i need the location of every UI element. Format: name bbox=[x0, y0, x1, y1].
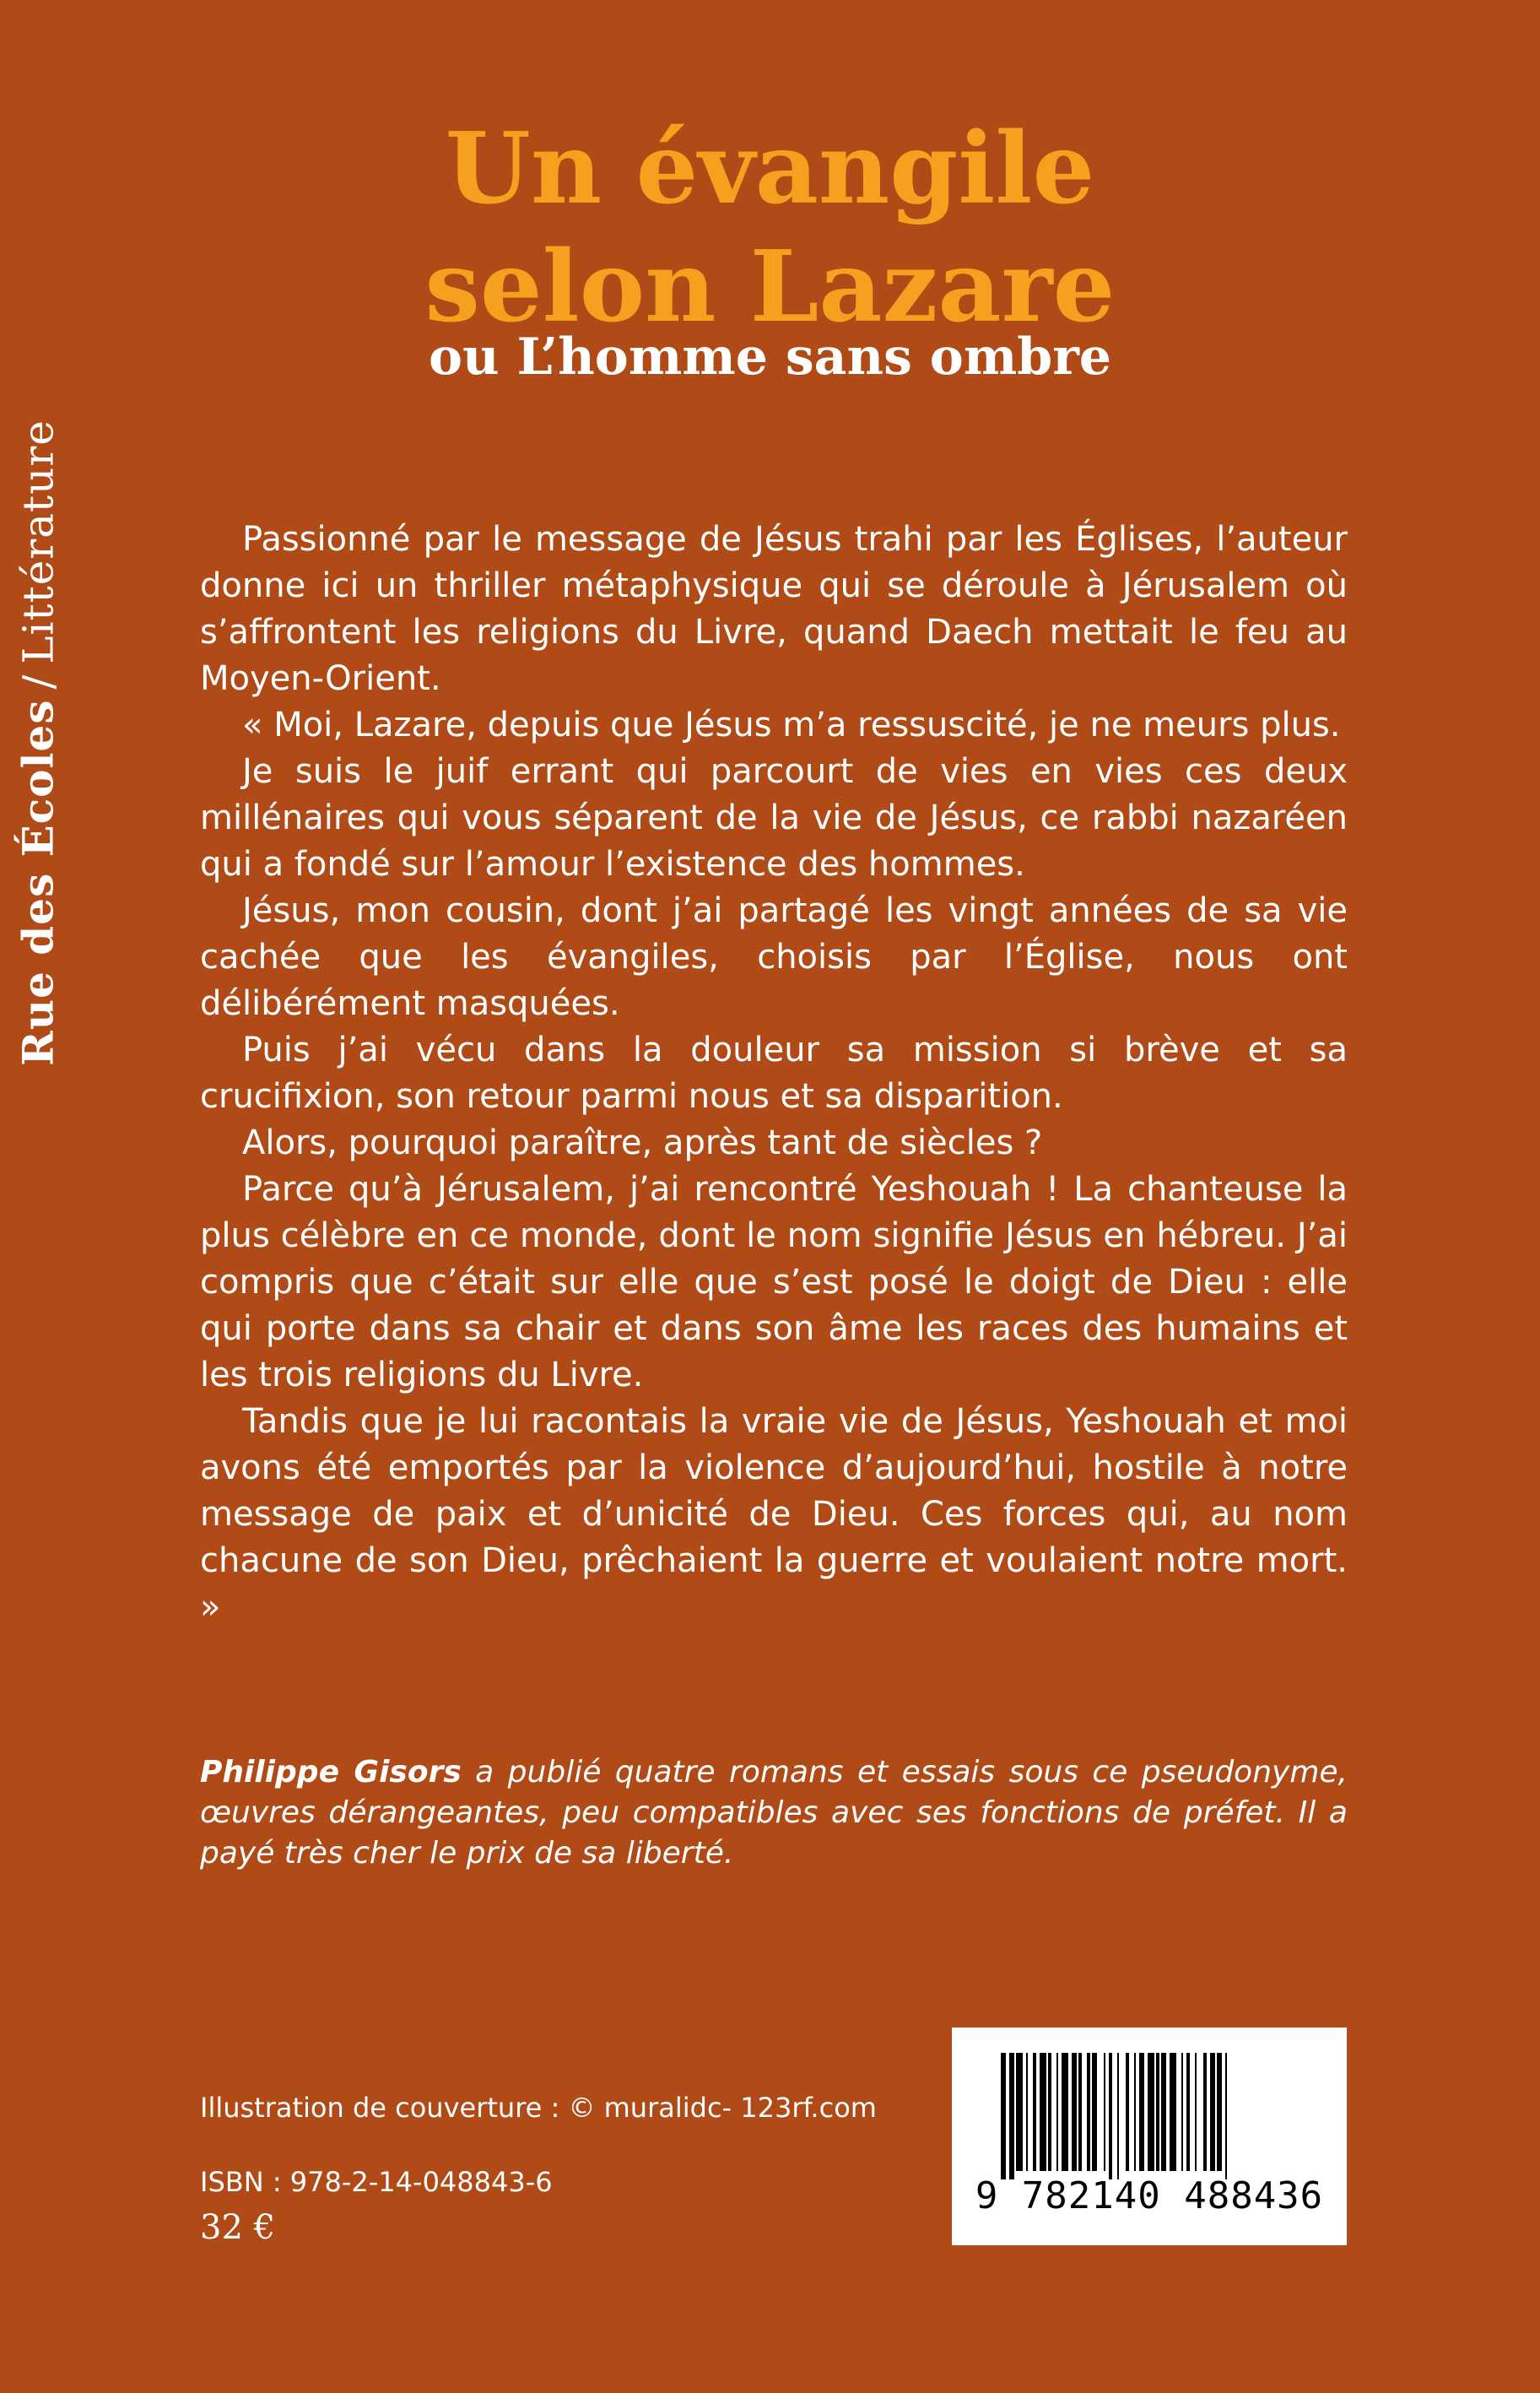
barcode-digits: 9 782140 488436 bbox=[975, 2174, 1324, 2217]
barcode-bar bbox=[1210, 2053, 1215, 2171]
illustration-credit: Illustration de couverture : © muralidc- 123rf.com bbox=[200, 2092, 877, 2124]
barcode-bar bbox=[1126, 2053, 1129, 2171]
back-cover-blurb bbox=[200, 517, 1348, 1631]
blurb-paragraph: Tandis que je lui racontais la vraie vie de Jésus, Yeshouah et moi avons été emportés par la violence d’aujourd’hui, hostile à notre message de paix et d’unicité de Dieu. Ces forces qui, au nom chacune de son Dieu, prêchaient la guerre et voulaient notre mort. » bbox=[200, 1402, 1348, 1627]
book-subtitle: ou L’homme sans ombre bbox=[428, 328, 1112, 387]
barcode-bar bbox=[1016, 2053, 1023, 2171]
blurb-paragraph: Parce qu’à Jérusalem, j’ai rencontré Yeshouah ! La chanteuse la plus célèbre en ce monde, dont le nom signifie Jésus en hébreu. J’ai compris que c’était sur elle que s’est posé le doigt de Dieu : elle qui porte dans sa chair et dans son âme les races des humains et les trois religions du Livre. bbox=[200, 1170, 1348, 1394]
barcode-bar bbox=[1203, 2053, 1207, 2171]
author-name: Philippe Gisors bbox=[200, 1755, 462, 1789]
barcode bbox=[952, 2028, 1347, 2245]
barcode-bar bbox=[1156, 2053, 1159, 2171]
spine-separator: / bbox=[14, 674, 63, 690]
title-line-1: Un évangile bbox=[445, 111, 1095, 226]
barcode-bar bbox=[1062, 2053, 1068, 2171]
blurb-paragraph: Alors, pourquoi paraître, après tant de siècles ? bbox=[242, 1123, 1043, 1162]
barcode-bar bbox=[1087, 2053, 1090, 2171]
barcode-bar bbox=[1078, 2053, 1082, 2171]
book-title bbox=[0, 110, 1540, 346]
barcode-bar bbox=[1134, 2053, 1136, 2171]
barcode-bar bbox=[1217, 2053, 1222, 2171]
spine-collection: Littérature bbox=[14, 420, 63, 664]
barcode-bar bbox=[1026, 2053, 1028, 2171]
title-line-2: selon Lazare bbox=[424, 230, 1116, 344]
spine-label bbox=[14, 420, 63, 1066]
barcode-bar bbox=[1186, 2053, 1190, 2171]
blurb-paragraph: Jésus, mon cousin, dont j’ai partagé les vingt années de sa vie cachée que les évangiles, choisis par l’Église, nous ont délibérément masquées. bbox=[200, 891, 1348, 1023]
barcode-bar bbox=[1048, 2053, 1051, 2171]
barcode-bar bbox=[1181, 2053, 1183, 2171]
blurb-paragraph: « Moi, Lazare, depuis que Jésus m’a ressuscité, je ne meurs plus. bbox=[242, 706, 1341, 744]
barcode-bar bbox=[1092, 2053, 1097, 2171]
barcode-bar bbox=[1104, 2053, 1105, 2171]
isbn: ISBN : 978-2-14-048843-6 bbox=[200, 2166, 553, 2198]
barcode-bar bbox=[1072, 2053, 1077, 2171]
blurb-paragraph: Passionné par le message de Jésus trahi par les Églises, l’auteur donne ici un thriller métaphysique qui se déroule à Jérusalem où s’affrontent les religions du Livre, quand Daech mettait le feu au Moyen-Orient. bbox=[200, 520, 1348, 698]
barcode-bar bbox=[1056, 2053, 1058, 2171]
author-bio bbox=[200, 1752, 1348, 1874]
blurb-paragraph: Je suis le juif errant qui parcourt de vies en vies ces deux millénaires qui vous séparent de la vie de Jésus, ce rabbi nazaréen qui a fondé sur l’amour l’existence des hommes. bbox=[200, 752, 1348, 884]
barcode-bar bbox=[1170, 2053, 1176, 2171]
barcode-bar bbox=[1161, 2053, 1166, 2171]
barcode-bar bbox=[1040, 2053, 1046, 2171]
blurb-paragraph: Puis j’ai vécu dans la douleur sa mission si brève et sa crucifixion, son retour parmi nous et sa disparition. bbox=[200, 1031, 1348, 1116]
barcode-bar bbox=[1033, 2053, 1036, 2171]
barcode-bar bbox=[1148, 2053, 1154, 2171]
author-bio-text: a publié quatre romans et essais sous ce pseudonyme, œuvres dérangeantes, peu compatibles avec ses fonctions de préfet. Il a payé très cher le prix de sa liberté. bbox=[200, 1755, 1348, 1871]
price: 32 € bbox=[200, 2208, 276, 2247]
barcode-bar bbox=[1009, 2053, 1014, 2179]
barcode-bar bbox=[1109, 2053, 1112, 2179]
barcode-bar bbox=[1139, 2053, 1144, 2171]
barcode-bar bbox=[1195, 2053, 1197, 2171]
spine-series: Rue des Écoles bbox=[13, 699, 63, 1066]
barcode-bar bbox=[1117, 2053, 1119, 2179]
barcode-bar bbox=[1001, 2053, 1006, 2179]
barcode-bar bbox=[1225, 2053, 1227, 2179]
